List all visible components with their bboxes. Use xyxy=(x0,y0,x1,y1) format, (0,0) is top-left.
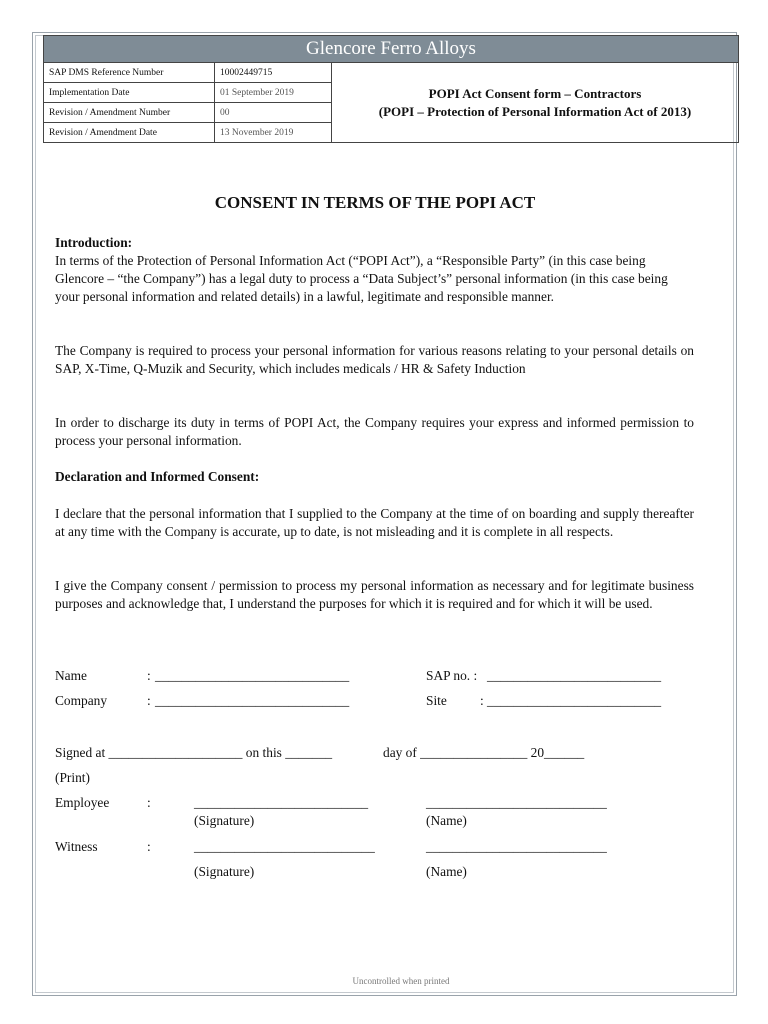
discharge-paragraph: In order to discharge its duty in terms of POPI Act, the Company requires your express and informed permission to process your personal information. xyxy=(55,415,694,449)
revision-number-value: 00 xyxy=(215,103,332,123)
witness-signature-caption: (Signature) xyxy=(194,864,255,879)
sap-ref-value: 10002449715 xyxy=(215,63,332,83)
employee-signature-line[interactable]: __________________________ xyxy=(194,795,369,810)
sap-number-field[interactable]: __________________________ xyxy=(487,668,662,683)
revision-date-label: Revision / Amendment Date xyxy=(44,123,215,143)
company-banner: Glencore Ferro Alloys xyxy=(44,36,739,63)
form-title xyxy=(332,63,739,143)
employee-colon: : xyxy=(147,795,151,810)
intro-paragraph: In terms of the Protection of Personal Information Act (“POPI Act”), a “Responsible Party” (in this case being Glencore – “the Company”) has a legal duty to process a “Data Subject’s” personal information (in this case being your personal information and related details) in a lawful, legitimate and responsible manner. xyxy=(55,253,668,305)
document-header-table xyxy=(43,35,739,143)
day-of-field[interactable]: day of ________________ 20______ xyxy=(383,745,585,760)
name-field[interactable]: _____________________________ xyxy=(155,668,350,683)
revision-date-value: 13 November 2019 xyxy=(215,123,332,143)
signed-at-field[interactable]: Signed at ____________________ on this _______ xyxy=(55,745,333,760)
site-colon: : xyxy=(480,693,484,708)
witness-label: Witness xyxy=(55,839,98,854)
name-colon: : xyxy=(147,668,151,683)
name-label: Name xyxy=(55,668,87,683)
implementation-date-label: Implementation Date xyxy=(44,83,215,103)
employee-name-caption: (Name) xyxy=(426,813,467,828)
implementation-date-value: 01 September 2019 xyxy=(215,83,332,103)
revision-number-label: Revision / Amendment Number xyxy=(44,103,215,123)
employee-name-line[interactable]: ___________________________ xyxy=(426,795,607,810)
employee-label: Employee xyxy=(55,795,110,810)
company-label: Company xyxy=(55,693,108,708)
form-title-line1: POPI Act Consent form – Contractors xyxy=(428,85,642,101)
site-field[interactable]: __________________________ xyxy=(487,693,662,708)
sap-ref-label: SAP DMS Reference Number xyxy=(44,63,215,83)
witness-name-caption: (Name) xyxy=(426,864,467,879)
witness-name-line[interactable]: ___________________________ xyxy=(426,839,607,854)
witness-colon: : xyxy=(147,839,151,854)
declaration-paragraph: I declare that the personal information that I supplied to the Company at the time of on boarding and supply thereafter at any time with the Company is accurate, up to date, is not misleading and it is complete in all respects. xyxy=(55,506,694,540)
intro-heading: Introduction: xyxy=(55,235,133,250)
consent-paragraph: I give the Company consent / permission to process my personal information as necessary and for legitimate business purposes and acknowledge that, I understand the purposes for which it is required and for which it will be used. xyxy=(55,578,694,612)
document-title: CONSENT IN TERMS OF THE POPI ACT xyxy=(214,193,536,212)
company-colon: : xyxy=(147,693,151,708)
print-caption: (Print) xyxy=(55,770,90,785)
footer-note: Uncontrolled when printed xyxy=(352,976,450,986)
required-paragraph: The Company is required to process your personal information for various reasons relating to your personal details on SAP, X-Time, Q-Muzik and Security, which includes medicals / HR & Safety Induction xyxy=(55,343,694,377)
sap-number-label: SAP no. : xyxy=(426,668,478,683)
declaration-heading: Declaration and Informed Consent: xyxy=(55,469,260,484)
site-label: Site xyxy=(426,693,447,708)
witness-signature-line[interactable]: ___________________________ xyxy=(194,839,375,854)
company-field[interactable]: _____________________________ xyxy=(155,693,350,708)
form-title-line2: (POPI – Protection of Personal Information Act of 2013) xyxy=(378,103,692,119)
employee-signature-caption: (Signature) xyxy=(194,813,255,828)
